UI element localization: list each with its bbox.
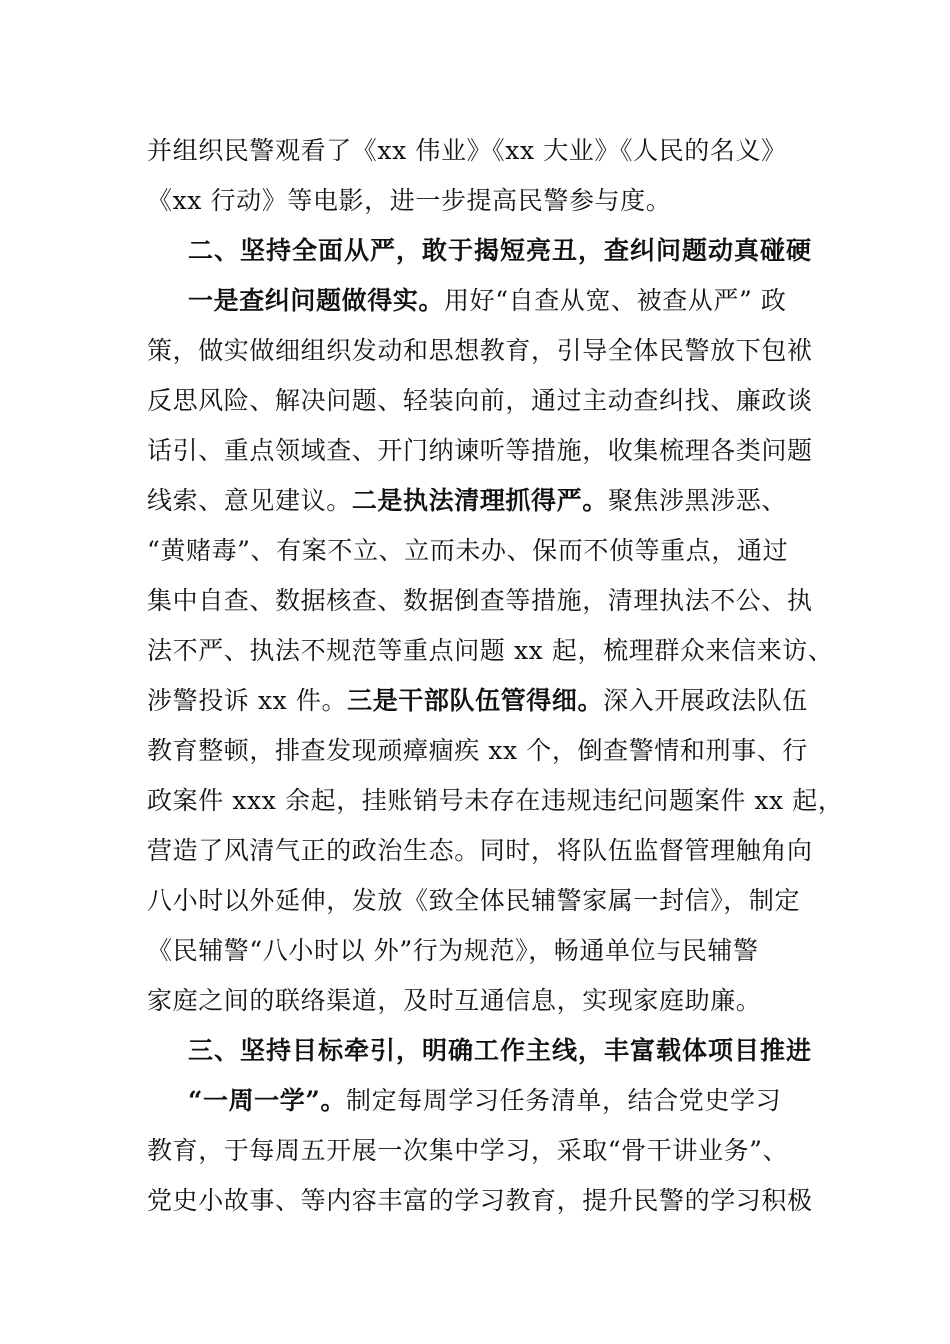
heading-text: 三、坚持目标牵引，明确工作主线，丰富载体项目推进 [188,1036,813,1065]
bold-lead-in: 二是执法清理抓得严。 [351,486,608,515]
bold-lead-in: 三是干部队伍管得细。 [347,686,604,715]
body-line [147,781,844,821]
text-run: 并组织民警观看了《xx 伟业》《xx 大业》《人民的名义》 [147,136,787,165]
body-line [147,731,808,771]
body-line [147,181,671,221]
text-run: 政案件 xxx 余起，挂账销号未存在违规违纪问题案件 xx 起， [147,786,844,815]
body-line [147,631,834,671]
text-run: 话引、重点领域查、开门纳谏听等措施，收集梳理各类问题 [147,436,813,465]
text-run: 策，做实做细组织发动和思想教育，引导全体民警放下包袱 [147,336,813,365]
section-heading [188,231,812,271]
bold-lead-in: “一周一学”。 [188,1086,346,1115]
body-line [147,131,787,171]
body-line [147,831,813,871]
body-line [147,1181,813,1221]
text-run: 八小时以外延伸，发放《致全体民辅警家属一封信》，制定 [147,886,801,915]
text-run: 深入开展政法队伍 [603,686,808,715]
body-line [147,931,759,971]
body-line [147,431,813,471]
text-run: 法不严、执法不规范等重点问题 xx 起，梳理群众来信来访、 [147,636,834,665]
body-line [147,581,813,621]
body-line [147,1131,788,1171]
text-run: 《xx 行动》等电影，进一步提高民警参与度。 [147,186,672,215]
text-run: 教育，于每周五开展一次集中学习，采取“骨干讲业务”、 [147,1136,789,1165]
body-line [147,381,813,421]
body-line [147,681,808,721]
body-line [147,481,787,521]
body-line [147,331,813,371]
text-run: 制定每周学习任务清单，结合党史学习 [345,1086,782,1115]
text-run: 家庭之间的联络渠道，及时互通信息，实现家庭助廉。 [147,986,762,1015]
heading-text: 二、坚持全面从严，敢于揭短亮丑，查纠问题动真碰硬 [188,236,813,265]
bold-lead-in: 一是查纠问题做得实。 [188,286,445,315]
text-run: 《民辅警“八小时以 外”行为规范》，畅通单位与民辅警 [147,936,759,965]
body-line [147,981,761,1021]
text-run: 营造了风清气正的政治生态。同时，将队伍监督管理触角向 [147,836,813,865]
text-run: “黄赌毒”、有案不立、立而未办、保而不侦等重点，通过 [147,536,789,565]
text-run: 用好“自查从宽、被查从严” 政 [444,286,787,315]
text-run: 反思风险、解决问题、轻装向前，通过主动查纠找、廉政谈 [147,386,813,415]
text-run: 党史小故事、等内容丰富的学习教育，提升民警的学习积极 [147,1186,813,1215]
body-line [188,281,787,321]
text-run: 涉警投诉 xx 件。 [147,686,348,715]
text-run: 集中自查、数据核查、数据倒查等措施，清理执法不公、执 [147,586,813,615]
text-run: 线索、意见建议。 [147,486,352,515]
text-run: 教育整顿，排查发现顽瘴痼疾 xx 个，倒查警情和刑事、行 [147,736,808,765]
body-line [188,1081,781,1121]
body-line [147,881,800,921]
section-heading [188,1031,812,1071]
body-line [147,531,788,571]
text-run: 聚焦涉黑涉恶、 [607,486,788,515]
